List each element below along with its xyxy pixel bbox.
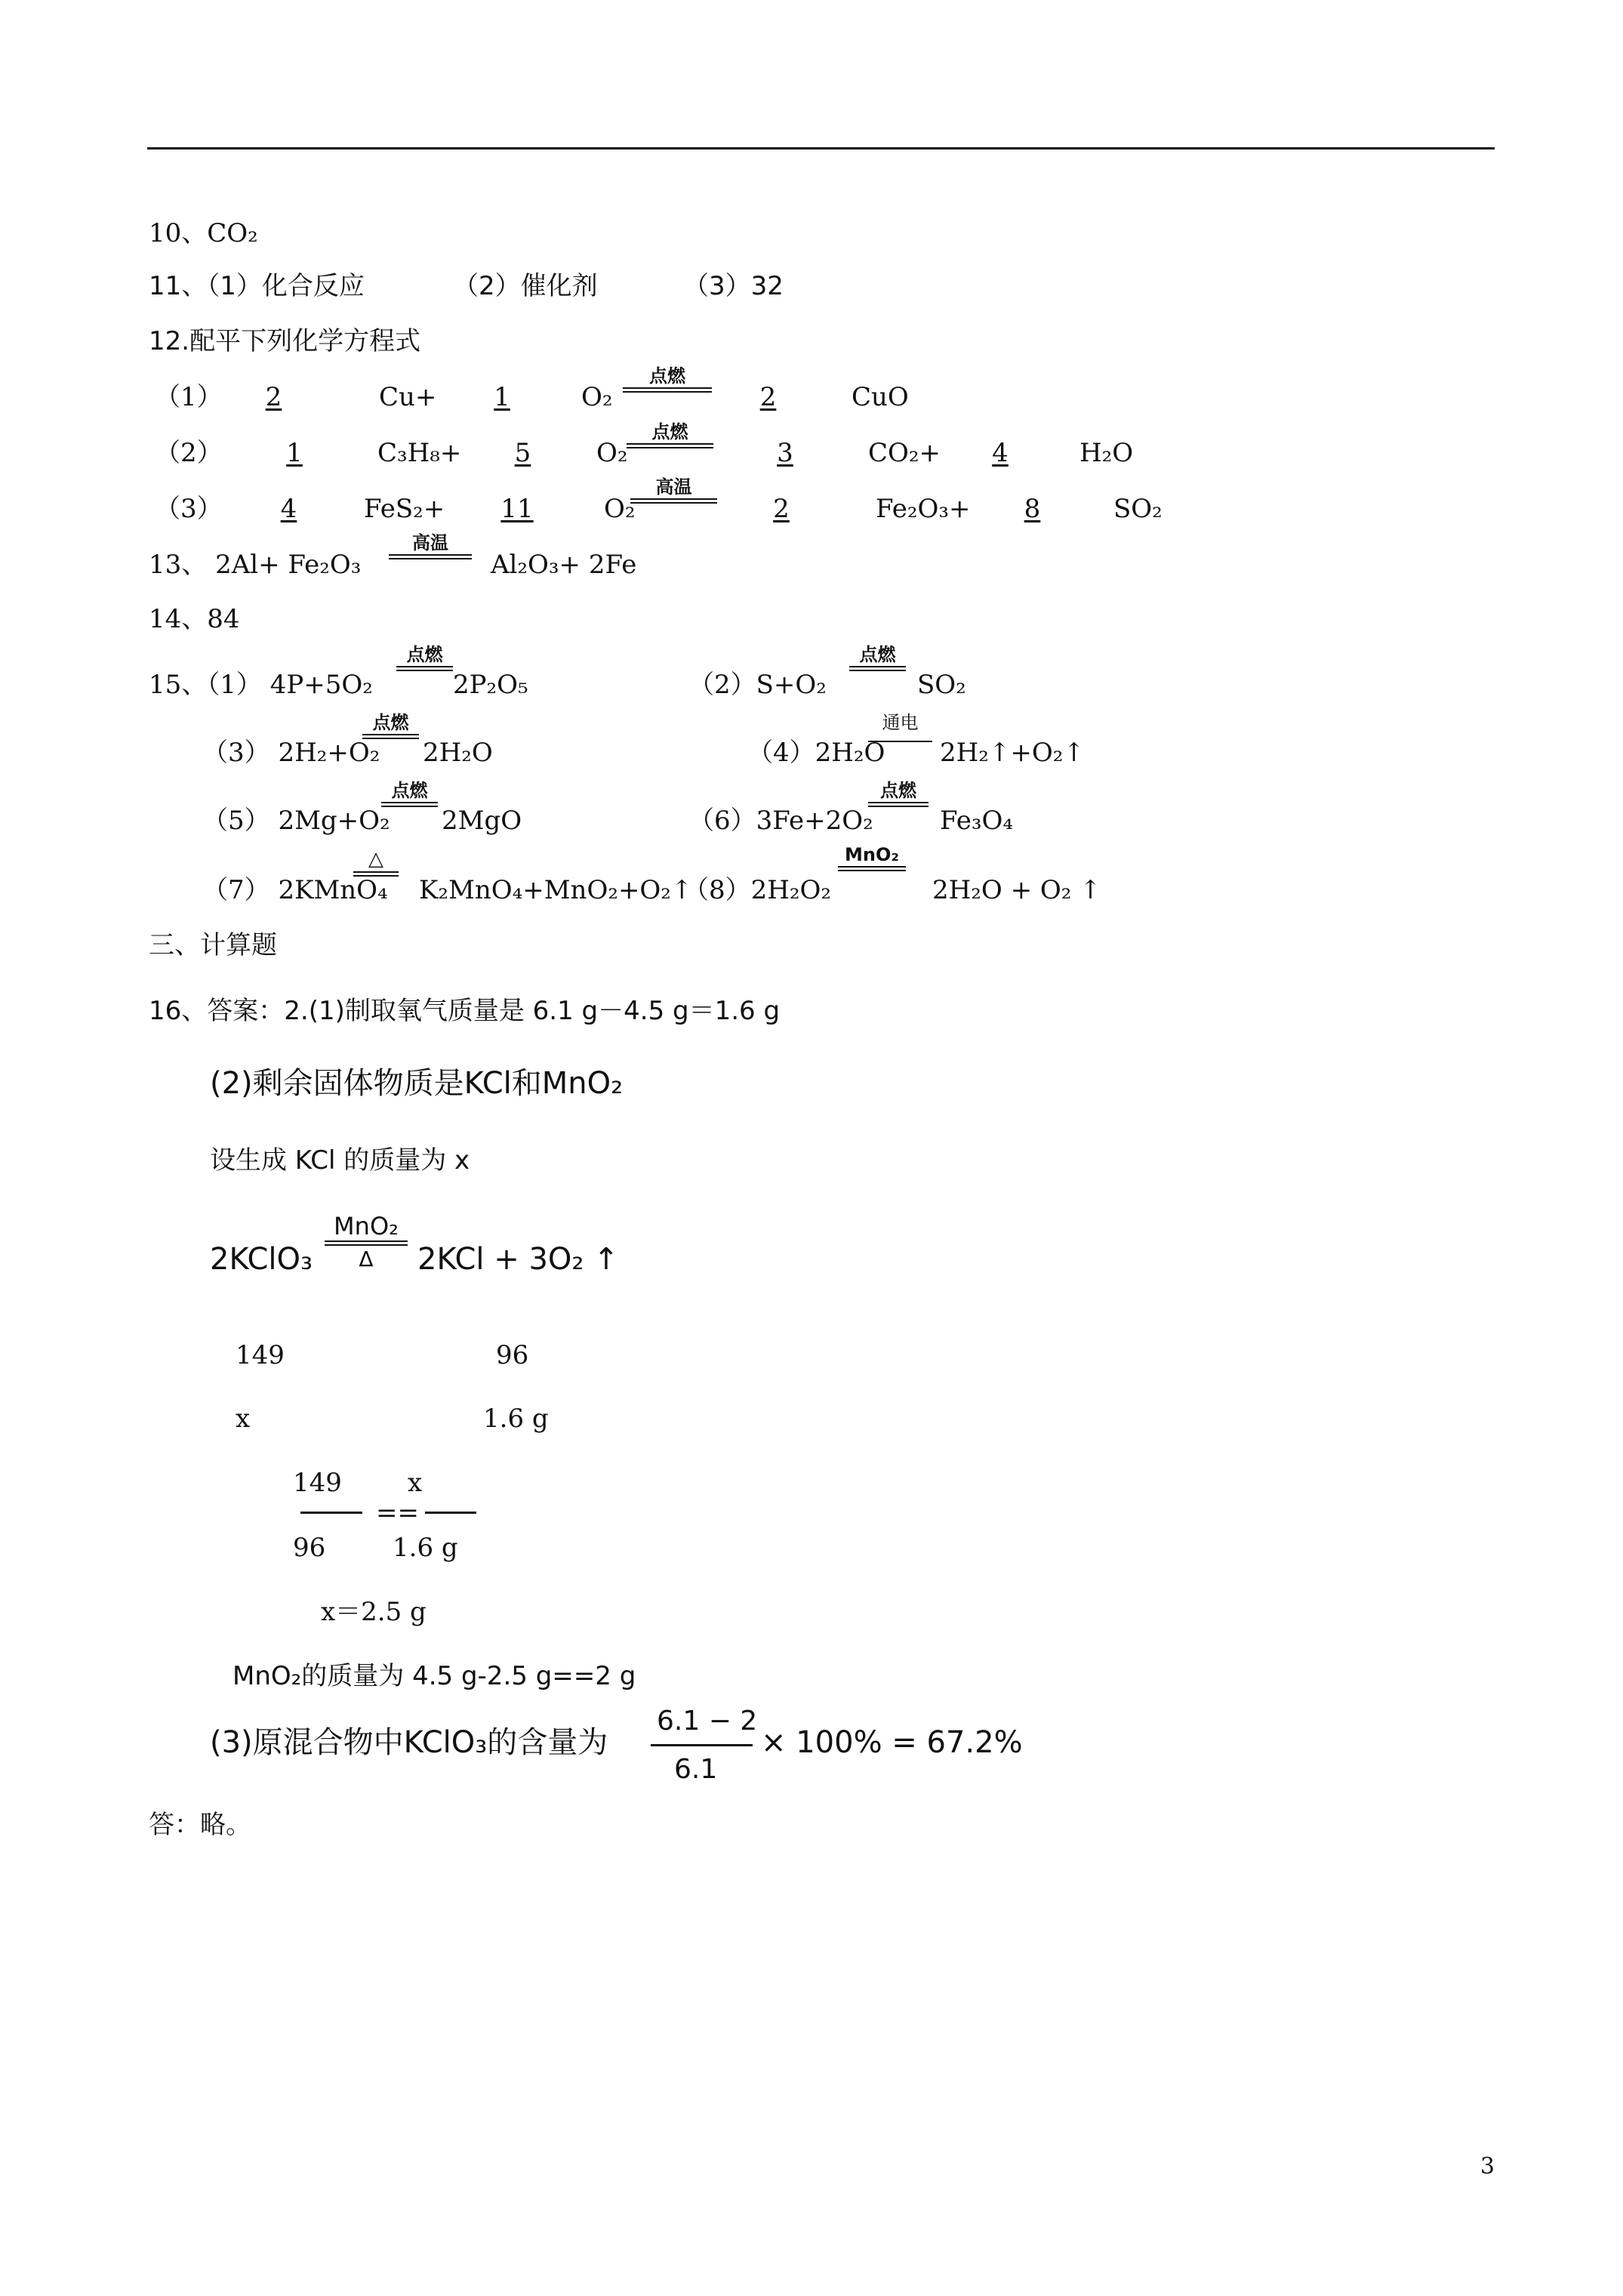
q15-5-right: 2MgO — [442, 806, 522, 836]
q12-1-sp3: CuO — [852, 382, 909, 412]
q16-result-x: x＝2.5 g — [321, 1597, 427, 1627]
q16-frac-num-149: 149 — [293, 1468, 342, 1498]
q15-7-left: （7） 2KMnO₄ — [202, 875, 388, 905]
q12-3-sp3: Fe₂O₃+ — [876, 494, 971, 524]
q16-part3: (3)原混合物中KClO₃的含量为 — [210, 1725, 608, 1760]
q12-title: 12.配平下列化学方程式 — [149, 326, 421, 356]
q15-8-right: 2H₂O + O₂ ↑ — [932, 875, 1101, 905]
q12-2-prefix: （2） — [155, 438, 223, 468]
q16-mass-149: 149 — [236, 1340, 285, 1370]
q12-3-coef4: 8 — [1024, 494, 1041, 524]
q15-8-condition: MnO₂ — [845, 844, 899, 865]
q15-2-right: SO₂ — [917, 670, 966, 700]
q15-6-condition: 点燃 — [880, 780, 916, 801]
header-rule — [147, 147, 1495, 149]
q15-2-condition: 点燃 — [859, 644, 896, 665]
q16-part3-result: × 100% = 67.2% — [761, 1725, 1023, 1760]
q12-2-coef2: 5 — [514, 438, 531, 468]
q16-part3-frac-bar — [651, 1744, 753, 1746]
q12-2-coef1: 1 — [286, 438, 303, 468]
q11-part1: 11、（1）化合反应 — [149, 271, 365, 301]
page-number: 3 — [1480, 2153, 1495, 2180]
q16-let-x: 设生成 KCl 的质量为 x — [210, 1145, 470, 1176]
q16-part3-denominator: 6.1 — [674, 1754, 718, 1785]
q15-6-right: Fe₃O₄ — [940, 806, 1013, 836]
q12-2-sp3: CO₂+ — [868, 438, 941, 468]
q16-mass-1-6: 1.6 g — [483, 1404, 549, 1434]
answer-line: 答：略。 — [149, 1810, 251, 1840]
q12-3-condition: 高温 — [655, 476, 692, 498]
q12-3-coef3: 2 — [773, 494, 790, 524]
q15-1-left: 15、（1） 4P+5O₂ — [149, 670, 373, 700]
q15-6-arrow — [868, 781, 929, 807]
q16-frac-bar-1 — [300, 1512, 362, 1514]
q16-part2: (2)剩余固体物质是KCl和MnO₂ — [210, 1066, 624, 1101]
q15-7-arrow — [353, 849, 399, 877]
q12-1-prefix: （1） — [155, 382, 223, 412]
q14-line: 14、84 — [149, 604, 240, 634]
q15-8-arrow — [838, 846, 906, 871]
q12-2-sp2: O₂ — [596, 438, 628, 468]
q12-1-sp1: Cu+ — [379, 382, 437, 412]
q15-8-left: （8）2H₂O₂ — [683, 875, 832, 905]
q15-4-right: 2H₂↑+O₂↑ — [940, 738, 1085, 768]
q11-part3: （3）32 — [683, 271, 784, 301]
q12-1-condition: 点燃 — [649, 365, 685, 387]
q12-1-sp2: O₂ — [581, 382, 613, 412]
q12-2-coef4: 4 — [992, 438, 1009, 468]
q10-line: 10、CO₂ — [149, 218, 258, 248]
q16-part3-numerator: 6.1 − 2 — [657, 1706, 758, 1737]
q15-4-arrow — [868, 713, 932, 744]
q16-frac-num-x: x — [408, 1468, 423, 1498]
q11-part2: （2）催化剂 — [453, 271, 598, 301]
q15-3-right: 2H₂O — [423, 738, 493, 768]
q12-3-prefix: （3） — [155, 494, 223, 524]
q15-4-condition: 通电 — [882, 712, 919, 733]
q15-1-condition: 点燃 — [406, 644, 443, 665]
q16-unknown-x: x — [236, 1404, 251, 1434]
q16-heading: 16、答案：2.(1)制取氧气质量是 6.1 g－4.5 g＝1.6 g — [149, 996, 781, 1026]
q12-3-sp4: SO₂ — [1113, 494, 1163, 524]
q12-1-coef1: 2 — [265, 382, 282, 412]
q15-5-arrow — [381, 781, 438, 807]
q12-3-coef1: 4 — [280, 494, 297, 524]
q16-eq-condition-top: MnO₂ — [334, 1212, 399, 1240]
q15-2-left: （2）S+O₂ — [688, 670, 827, 700]
q15-5-condition: 点燃 — [391, 780, 428, 801]
q12-3-sp1: FeS₂+ — [364, 494, 445, 524]
q16-eq-left: 2KClO₃ — [210, 1242, 313, 1277]
q16-mass-96: 96 — [496, 1340, 529, 1370]
q12-2-sp1: C₃H₈+ — [377, 438, 462, 468]
q16-eq-arrow — [325, 1214, 408, 1270]
q16-eq-condition-bottom: Δ — [359, 1247, 374, 1271]
q12-3-coef2: 11 — [500, 494, 534, 524]
q12-1-coef3: 2 — [759, 382, 777, 412]
q15-1-right: 2P₂O₅ — [453, 670, 528, 700]
q16-frac-den-1-6: 1.6 g — [393, 1533, 458, 1563]
q16-mno2-mass: MnO₂的质量为 4.5 g-2.5 g==2 g — [233, 1661, 636, 1691]
q15-2-arrow — [849, 646, 906, 671]
q15-6-left: （6）3Fe+2O₂ — [688, 806, 873, 836]
q12-3-sp2: O₂ — [604, 494, 636, 524]
q16-frac-den-96: 96 — [293, 1533, 326, 1563]
q12-2-sp4: H₂O — [1079, 438, 1134, 468]
section-3-heading: 三、计算题 — [149, 930, 277, 960]
q15-4-left: （4）2H₂O — [747, 738, 885, 768]
q15-5-left: （5） 2Mg+O₂ — [202, 806, 390, 836]
q12-2-condition: 点燃 — [651, 421, 688, 442]
q12-2-coef3: 3 — [777, 438, 793, 468]
q12-2-arrow — [627, 423, 713, 448]
q15-3-condition: 点燃 — [372, 712, 409, 733]
q12-1-coef2: 1 — [494, 382, 510, 412]
q13-left: 13、 2Al+ Fe₂O₃ — [149, 550, 362, 580]
q16-frac-equals: == — [376, 1498, 419, 1528]
q13-arrow — [389, 534, 472, 559]
q16-eq-right: 2KCl + 3O₂ ↑ — [417, 1242, 619, 1277]
q15-7-right: K₂MnO₄+MnO₂+O₂↑ — [419, 875, 693, 905]
q15-3-left: （3） 2H₂+O₂ — [202, 738, 380, 768]
q13-right: Al₂O₃+ 2Fe — [491, 550, 637, 580]
q16-frac-bar-2 — [425, 1512, 476, 1514]
q15-1-arrow — [396, 646, 453, 671]
q12-3-arrow — [630, 478, 717, 504]
q13-condition: 高温 — [412, 532, 448, 553]
q15-7-condition: △ — [368, 848, 383, 871]
q15-3-arrow — [362, 713, 419, 739]
